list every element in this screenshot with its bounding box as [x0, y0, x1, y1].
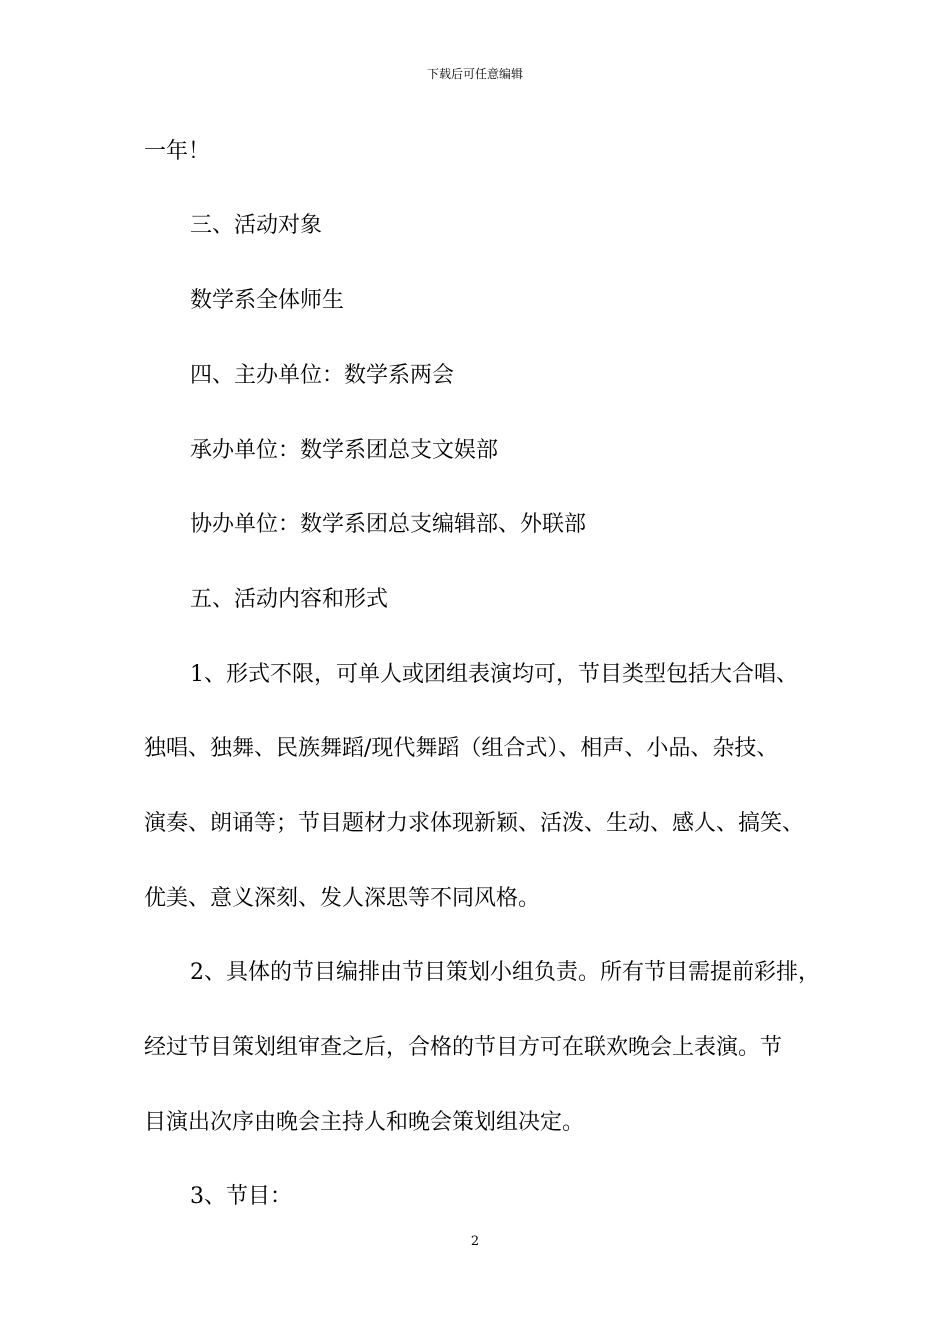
body-line: 一年！: [144, 139, 211, 164]
paragraph-line: 独唱、独舞、民族舞蹈/现代舞蹈（组合式）、相声、小品、杂技、: [144, 736, 779, 761]
body-line: 数学系全体师生: [190, 288, 345, 313]
body-line: 协办单位：数学系团总支编辑部、外联部: [190, 512, 587, 537]
page-header: 下载后可任意编辑: [426, 67, 523, 81]
section-heading: 五、活动内容和形式: [190, 587, 389, 612]
body-line: 承办单位：数学系团总支文娱部: [190, 438, 499, 463]
paragraph-line: 1、形式不限，可单人或团组表演均可，节目类型包括大合唱、: [190, 662, 798, 687]
page-number: 2: [470, 1234, 480, 1249]
section-heading: 三、活动对象: [190, 213, 323, 238]
paragraph-line: 演奏、朗诵等；节目题材力求体现新颖、活泼、生动、感人、搞笑、: [144, 811, 805, 836]
paragraph-line: 优美、意义深刻、发人深思等不同风格。: [144, 886, 541, 911]
paragraph-line: 2、具体的节目编排由节目策划小组负责。所有节目需提前彩排，: [190, 960, 820, 985]
paragraph-line: 目演出次序由晚会主持人和晚会策划组决定。: [144, 1110, 585, 1135]
paragraph-line: 经过节目策划组审查之后，合格的节目方可在联欢晚会上表演。节: [144, 1035, 783, 1060]
paragraph-line: 3、节目：: [190, 1184, 292, 1209]
section-heading: 四、主办单位：数学系两会: [190, 363, 455, 388]
